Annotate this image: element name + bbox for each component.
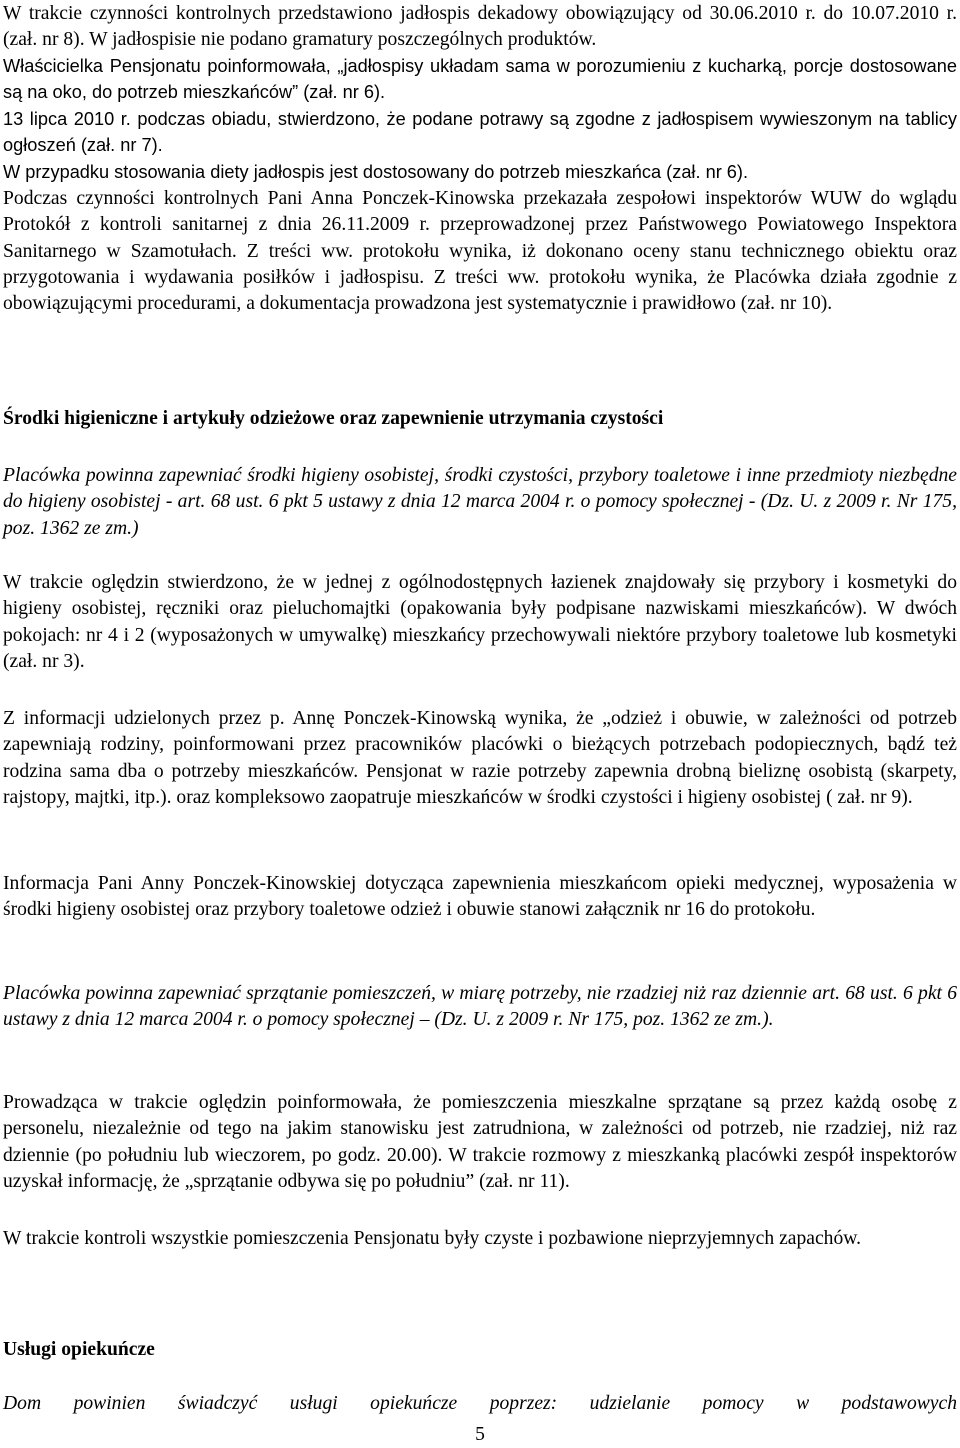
paragraph-cleanliness: W trakcie kontroli wszystkie pomieszczenia Pensjonatu były czyste i pozbawione nieprzyjemnych zapachów. — [3, 1228, 862, 1249]
section-heading-care-services: Usługi opiekuńcze — [3, 1339, 155, 1360]
paragraph-bathroom-inspection: W trakcie oględzin stwierdzono, że w jednej z ogólnodostępnych łazienek znajdowały się przybory i kosmetyki do higieny osobistej, ręczniki oraz pieluchomajtki (opakowania były podpisane nazwiskami mieszkańców). W dwóch pokojach: nr 4 i 2 (wyposażonych w umywalkę) mieszkańcy przechowywali niektóre przybory toaletowe lub kosmetyki (zał. nr 3). — [3, 572, 957, 672]
paragraph-attachment-16: Informacja Pani Anny Ponczek-Kinowskiej dotycząca zapewnienia mieszkańcom opieki medycznej, wyposażenia w środki higieny osobistej oraz przybory toaletowe odzież i obuwie stanowi załącznik nr 16 do protokołu. — [3, 873, 957, 921]
paragraph-care-services-start: Dom powinien świadczyć usługi opiekuńcze poprzez: udzielanie pomocy w podstawowych — [3, 1393, 957, 1414]
paragraph-sanitary-protocol: Podczas czynności kontrolnych Pani Anna Ponczek-Kinowska przekazała zespołowi inspektorów WUW do wglądu Protokół z kontroli sanitarnej z dnia 26.11.2009 r. przeprowadzonej przez Państwowego Powiatowego Inspektora Sanitarnego w Szamotułach. Z treści ww. protokołu wynika, iż dokonano oceny stanu technicznego obiektu oraz przygotowania i wydawania posiłków i jadłospisu. Z treści ww. protokołu wynika, że Placówka działa zgodnie z obowiązującymi procedurami, a dokumentacja prowadzona jest systematycznie i prawidłowo (zał. nr 10). — [3, 188, 957, 315]
paragraph-lunch-check: 13 lipca 2010 r. podczas obiadu, stwierdzono, że podane potrawy są zgodne z jadłospisem wywieszonym na tablicy ogłoszeń (zał. nr 7). — [3, 109, 957, 156]
paragraph-clothing-info: Z informacji udzielonych przez p. Annę Ponczek-Kinowską wynika, że „odzież i obuwie, w zależności od potrzeb zapewniają rodziny, poinformowani przez pracowników placówki o bieżących potrzebach podopiecznych, bądź też rodzina sama dba o potrzeby mieszkańców. Pensjonat w razie potrzeby zapewnia drobną bieliznę osobistą (skarpety, rajstopy, majtki, itp.). oraz kompleksowo zaopatruje mieszkańców w środki czystości i higieny osobistej ( zał. nr 9). — [3, 708, 957, 808]
page-number: 5 — [475, 1424, 485, 1445]
paragraph-diet: W przypadku stosowania diety jadłospis jest dostosowany do potrzeb mieszkańca (zał. nr 6). — [3, 162, 749, 182]
paragraph-menu-inspection: W trakcie czynności kontrolnych przedstawiono jadłospis dekadowy obowiązujący od 30.06.2010 r. do 10.07.2010 r. (zał. nr 8). W jadłospisie nie podano gramatury poszczególnych produktów. — [3, 3, 957, 51]
paragraph-legal-hygiene: Placówka powinna zapewniać środki higieny osobistej, środki czystości, przybory toaletowe i inne przedmioty niezbędne do higieny osobistej - art. 68 ust. 6 pkt 5 ustawy z dnia 12 marca 2004 r. o pomocy społecznej - (Dz. U. z 2009 r. Nr 175, poz. 1362 ze zm.) — [3, 465, 957, 539]
paragraph-owner-statement: Właścicielka Pensjonatu poinformowała, „jadłospisy układam sama w porozumieniu z kucharką, porcje dostosowane są na oko, do potrzeb mieszkańców” (zał. nr 6). — [3, 56, 957, 103]
paragraph-legal-cleaning: Placówka powinna zapewniać sprzątanie pomieszczeń, w miarę potrzeby, nie rzadziej niż raz dziennie art. 68 ust. 6 pkt 6 ustawy z dnia 12 marca 2004 r. o pomocy społecznej – (Dz. U. z 2009 r. Nr 175, poz. 1362 ze zm.). — [3, 983, 957, 1031]
paragraph-cleaning-practice: Prowadząca w trakcie oględzin poinformowała, że pomieszczenia mieszkalne sprzątane są przez każdą osobę z personelu, niezależnie od tego na jakim stanowisku jest zatrudniona, w zależności od potrzeb, nie rzadziej, niż raz dziennie (po południu lub wieczorem, po godz. 20.00). W trakcie rozmowy z mieszkanką placówki zespół inspektorów uzyskał informację, że „sprzątanie odbywa się po południu” (zał. nr 11). — [3, 1092, 957, 1192]
section-heading-hygiene: Środki higieniczne i artykuły odzieżowe oraz zapewnienie utrzymania czystości — [3, 408, 664, 429]
